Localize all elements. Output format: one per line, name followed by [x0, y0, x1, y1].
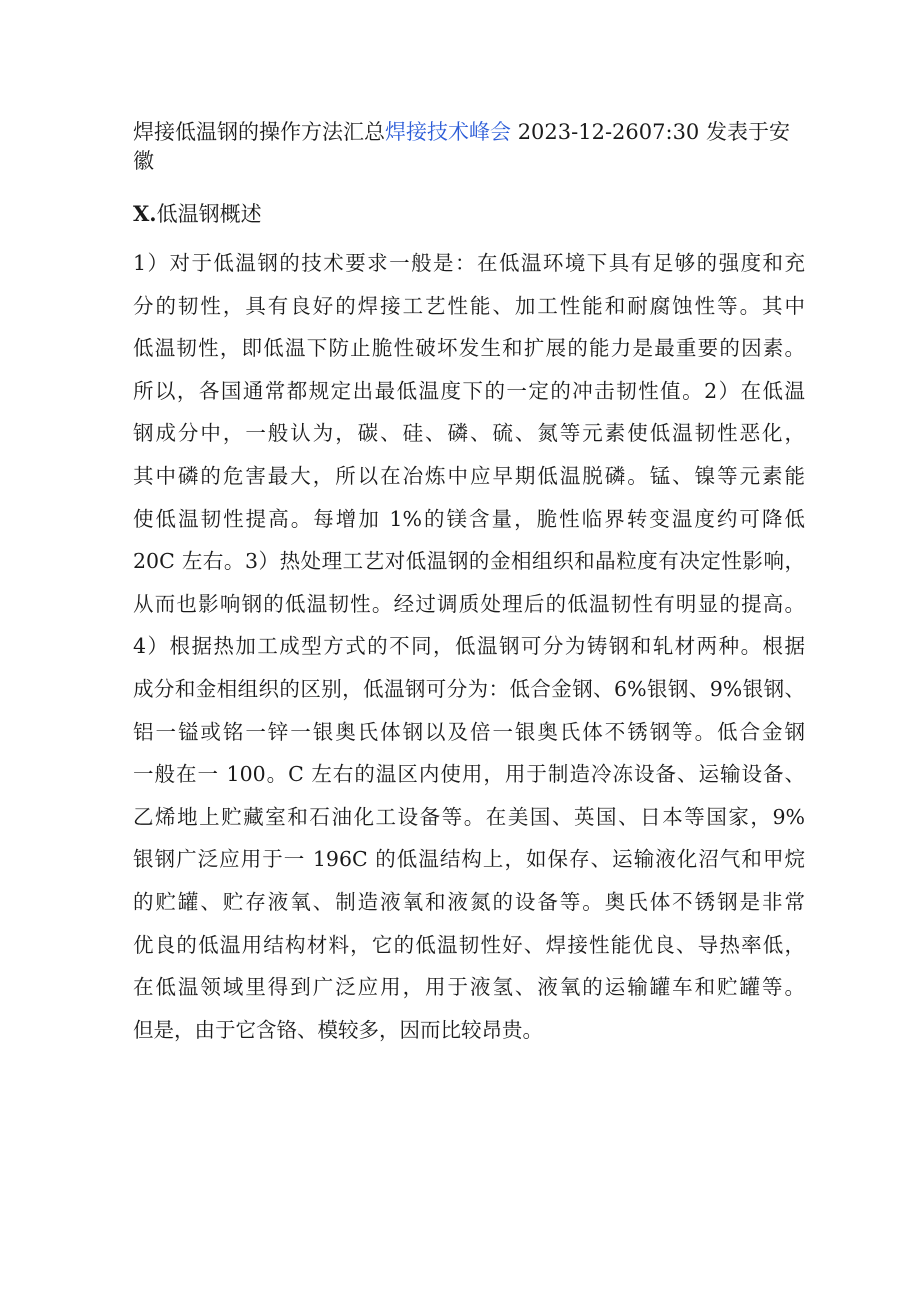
body-line: 所以，各国通常都规定出最低温度下的一定的冲击韧性值。2）在低温 [133, 378, 805, 403]
body-line: 分的韧性，具有良好的焊接工艺性能、加工性能和耐腐蚀性等。其中 [133, 293, 805, 318]
section-title: 低温钢概述 [156, 202, 262, 226]
section-heading [133, 199, 805, 229]
body-line: 乙烯地上贮藏室和石油化工设备等。在美国、英国、日本等国家，9% [133, 804, 805, 829]
body-line: 钢成分中，一般认为，碳、硅、磷、硫、氮等元素使低温韧性恶化， [133, 421, 805, 446]
body-line: 但是，由于它含铬、模较多，因而比较昂贵。 [133, 1017, 543, 1042]
body-line: 4）根据热加工成型方式的不同，低温钢可分为铸钢和轧材两种。根据 [133, 634, 805, 659]
body-line: 1）对于低温钢的技术要求一般是：在低温环境下具有足够的强度和充 [133, 251, 805, 275]
body-line: 在低温领域里得到广泛应用，用于液氢、液氧的运输罐车和贮罐等。 [133, 975, 805, 1000]
body-line: 的贮罐、贮存液氧、制造液氧和液氮的设备等。奥氏体不锈钢是非常 [133, 889, 805, 914]
publish-meta-line2: 徽 [133, 149, 154, 173]
body-line: 成分和金相组织的区别，低温钢可分为：低合金钢、6%银钢、9%银钢、 [133, 676, 805, 701]
body-line: 低温韧性，即低温下防止脆性破坏发生和扩展的能力是最重要的因素。 [133, 336, 805, 361]
body-line: 其中磷的危害最大，所以在冶炼中应早期低温脱磷。锰、镍等元素能 [133, 463, 805, 488]
body-line: 优良的低温用结构材料，它的低温韧性好、焊接性能优良、导热率低， [133, 932, 805, 957]
body-line: 使低温韧性提高。每增加 1%的镁含量，脆性临界转变温度约可降低 [133, 506, 805, 531]
document-page [133, 118, 805, 1051]
body-line: 从而也影响钢的低温韧性。经过调质处理后的低温韧性有明显的提高。 [133, 591, 805, 616]
article-header [133, 118, 805, 176]
body-line: 20C 左右。3）热处理工艺对低温钢的金相组织和晶粒度有决定性影响， [133, 549, 805, 574]
publish-meta-line1: 2023-12-2607:30 发表于安 [517, 120, 790, 144]
source-link[interactable]: 焊接技术峰会 [385, 120, 511, 144]
body-line: 银钢广泛应用于一 196C 的低温结构上，如保存、运输液化沼气和甲烷 [133, 847, 805, 872]
body-line: 一般在一 100。C 左右的温区内使用，用于制造冷冻设备、运输设备、 [133, 762, 805, 787]
article-title: 焊接低温钢的操作方法汇总 [133, 120, 385, 144]
body-line: 铝一镒或铭一锌一银奥氏体钢以及倍一银奥氏体不锈钢等。低合金钢 [133, 719, 805, 744]
section-marker: X. [133, 201, 157, 226]
body-text [133, 242, 805, 1051]
